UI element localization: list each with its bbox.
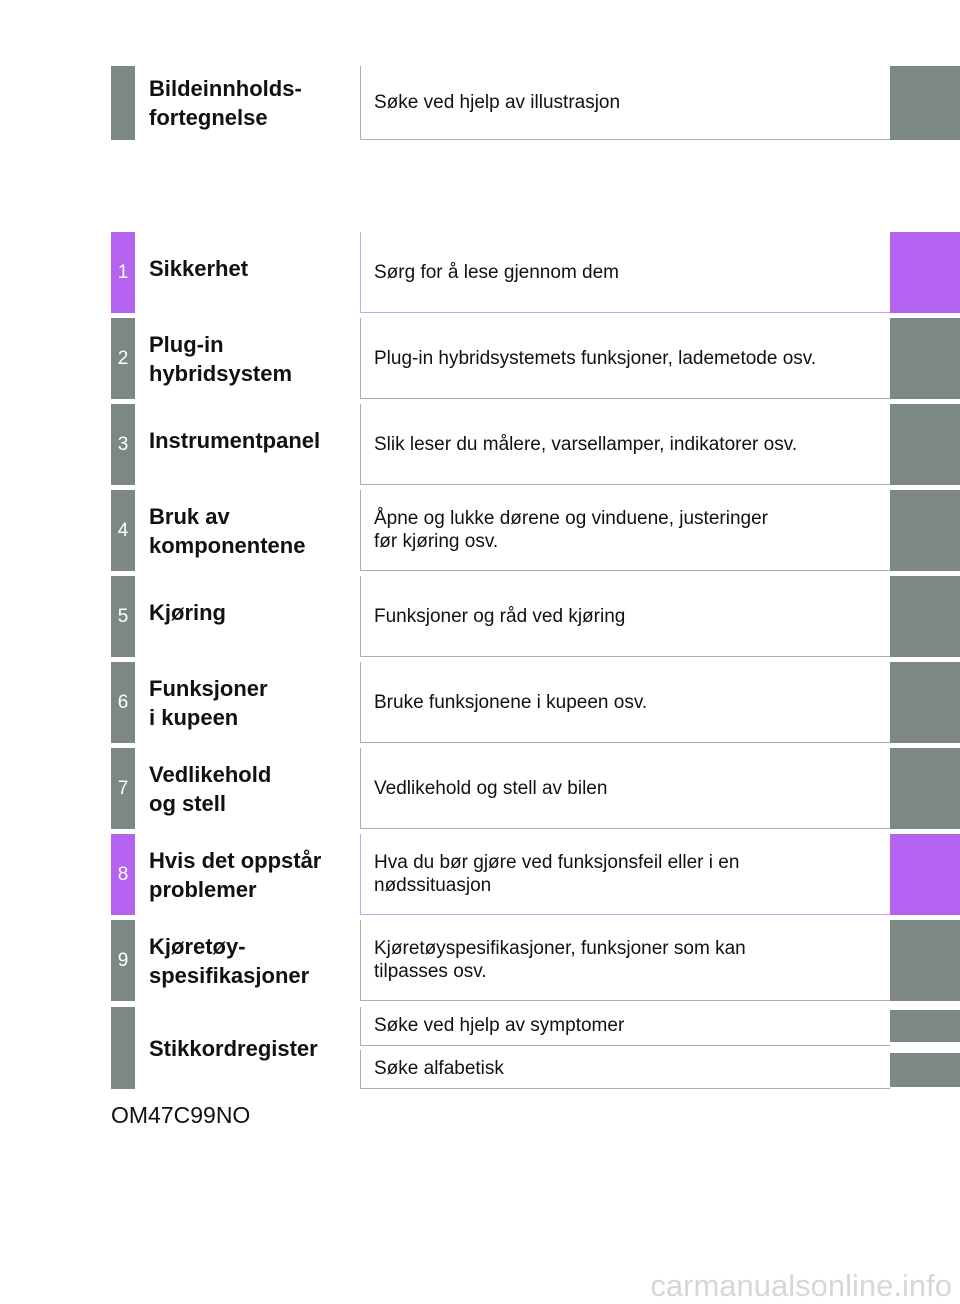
index-item-symptoms[interactable] xyxy=(360,1007,960,1046)
chapter-row-4[interactable] xyxy=(111,490,960,571)
chapter-title: Plug-in hybridsystem xyxy=(149,331,293,386)
chapter-title: Bruk av komponentene xyxy=(149,503,306,558)
chapter-description: Sørg for å lese gjennom dem xyxy=(360,232,890,313)
chapter-title: Kjøring xyxy=(149,600,226,625)
section-tab xyxy=(111,66,135,140)
chapter-row-8[interactable] xyxy=(111,834,960,915)
chapter-number: 7 xyxy=(111,748,135,829)
chapter-row-5[interactable] xyxy=(111,576,960,657)
chapter-number: 2 xyxy=(111,318,135,399)
chapter-number: 1 xyxy=(111,232,135,313)
index-item-label: Søke ved hjelp av symptomer xyxy=(360,1007,890,1046)
side-tab xyxy=(890,662,960,743)
section-tab xyxy=(111,1007,135,1089)
manual-code: OM47C99NO xyxy=(111,1102,251,1128)
chapter-description: Plug-in hybridsystemets funksjoner, lademetode osv. xyxy=(360,318,890,399)
side-tab xyxy=(890,1010,960,1042)
side-tab xyxy=(890,920,960,1001)
chapter-row-9[interactable] xyxy=(111,920,960,1001)
chapter-number: 5 xyxy=(111,576,135,657)
chapter-description: Funksjoner og råd ved kjøring xyxy=(360,576,890,657)
section-title: Bildeinnholds- fortegnelse xyxy=(149,76,302,130)
chapter-number: 6 xyxy=(111,662,135,743)
chapter-title: Vedlikehold og stell xyxy=(149,761,272,816)
side-tab xyxy=(890,232,960,313)
chapter-number: 3 xyxy=(111,404,135,485)
chapter-title: Instrumentpanel xyxy=(149,428,321,453)
chapter-description: Vedlikehold og stell av bilen xyxy=(360,748,890,829)
side-tab xyxy=(890,66,960,140)
side-tab xyxy=(890,576,960,657)
chapter-description: Åpne og lukke dørene og vinduene, justeringer før kjøring osv. xyxy=(360,490,890,571)
index-item-label: Søke alfabetisk xyxy=(360,1050,890,1089)
side-tab xyxy=(890,834,960,915)
chapter-row-6[interactable] xyxy=(111,662,960,743)
chapter-description: Hva du bør gjøre ved funksjonsfeil eller i en nødssituasjon xyxy=(360,834,890,915)
chapter-description: Bruke funksjonene i kupeen osv. xyxy=(360,662,890,743)
side-tab xyxy=(890,404,960,485)
watermark: carmanualsonline.info xyxy=(650,1268,952,1303)
section-description: Søke ved hjelp av illustrasjon xyxy=(360,66,890,140)
side-tab xyxy=(890,748,960,829)
index-row xyxy=(111,1007,960,1089)
chapter-number: 9 xyxy=(111,920,135,1001)
chapter-description: Kjøretøyspesifikasjoner, funksjoner som kan tilpasses osv. xyxy=(360,920,890,1001)
chapter-number: 8 xyxy=(111,834,135,915)
chapter-title: Funksjoner i kupeen xyxy=(149,675,268,730)
chapter-title: Hvis det oppstår problemer xyxy=(149,847,322,902)
illustration-index-row[interactable] xyxy=(111,66,960,140)
chapter-number: 4 xyxy=(111,490,135,571)
side-tab xyxy=(890,490,960,571)
index-title: Stikkordregister xyxy=(149,1035,318,1061)
chapter-row-3[interactable] xyxy=(111,404,960,485)
chapter-title: Sikkerhet xyxy=(149,256,249,281)
side-tab xyxy=(890,1053,960,1087)
side-tab xyxy=(890,318,960,399)
chapter-row-7[interactable] xyxy=(111,748,960,829)
chapter-title: Kjøretøy- spesifikasjoner xyxy=(149,933,310,988)
index-item-alphabetical[interactable] xyxy=(360,1050,960,1089)
chapter-row-2[interactable] xyxy=(111,318,960,399)
chapter-row-1[interactable] xyxy=(111,232,960,313)
chapter-description: Slik leser du målere, varsellamper, indikatorer osv. xyxy=(360,404,890,485)
